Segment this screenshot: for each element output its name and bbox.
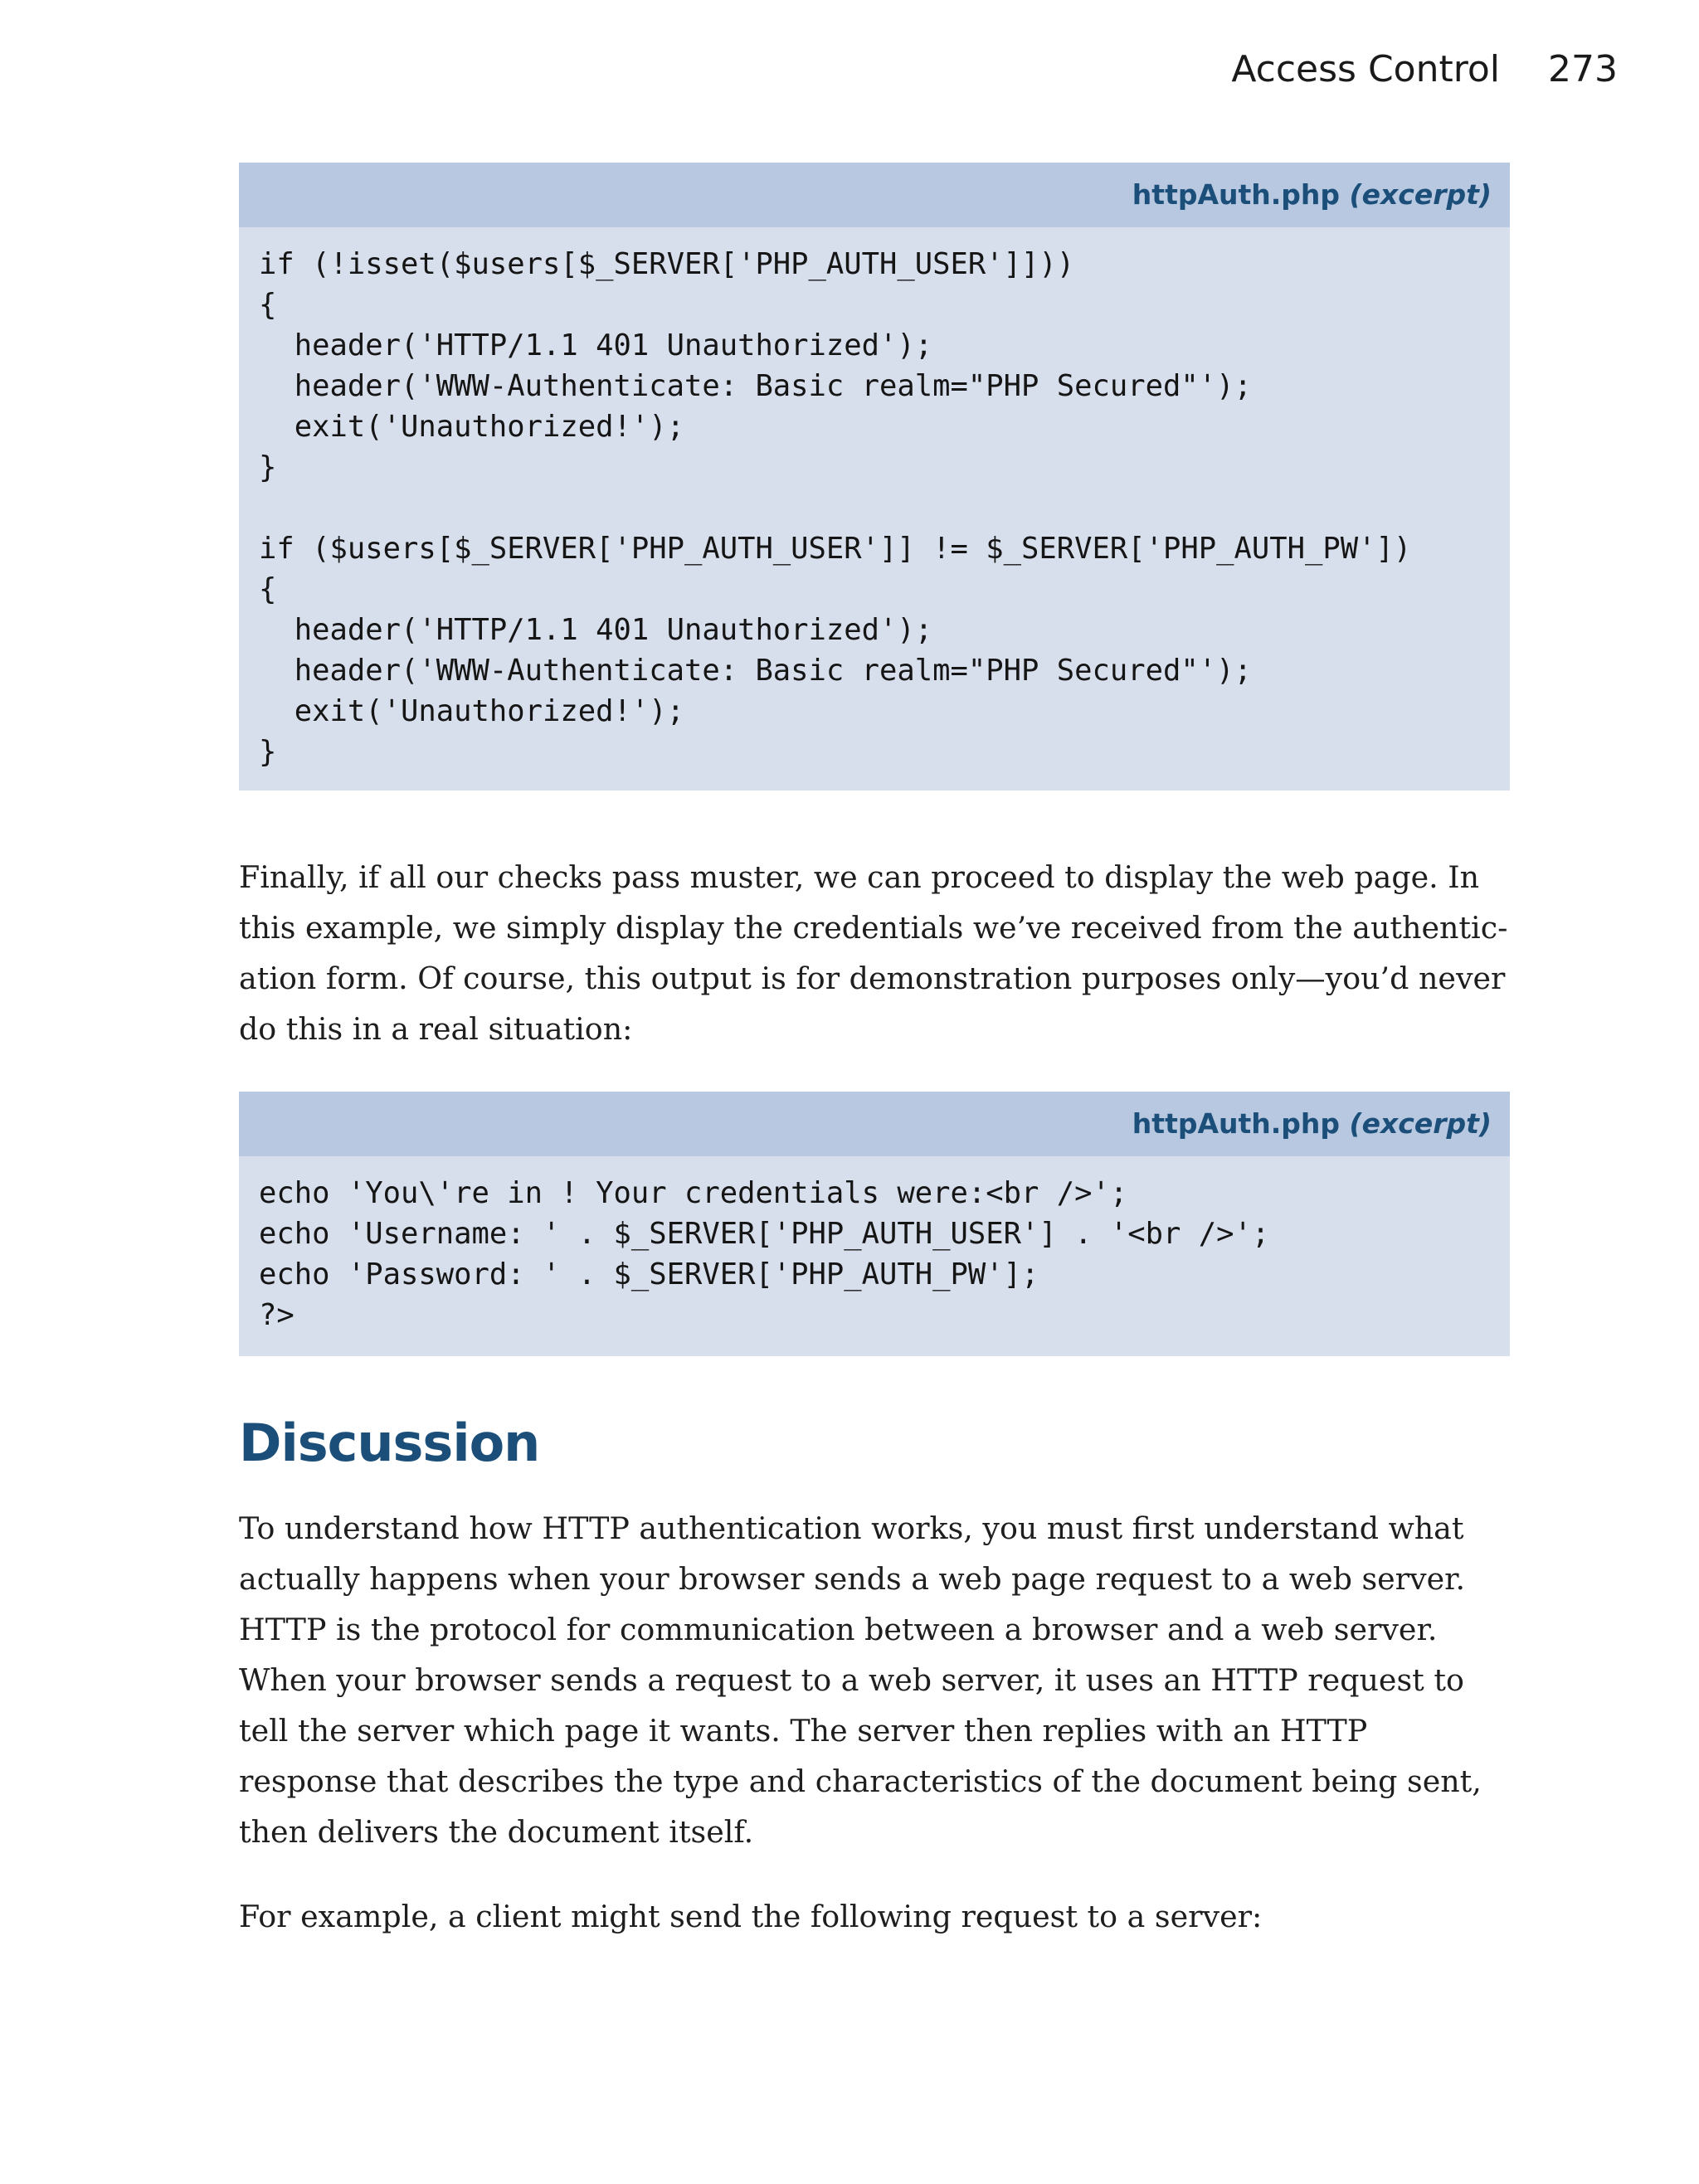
code-listing-2 [239, 1092, 1510, 1356]
code-body: echo 'You\'re in ! Your credentials were:<br />'; echo 'Username: ' . $_SERVER['PHP_AUTH_USER'] . '<br />'; echo 'Password: ' . $_SERVER['PHP_AUTH_PW']; ?> [259, 1176, 1270, 1332]
code-body: if (!isset($users[$_SERVER['PHP_AUTH_USER']])) { header('HTTP/1.1 401 Unauthorized'); header('WWW-Authenticate: Basic realm="PHP Secured"'); exit('Unauthorized!'); } if ($users[$_SERVER['PHP_AUTH_USER']] != $_SERVER['PHP_AUTH_PW']) { header('HTTP/1.1 401 Unauthorized'); header('WWW-Authenticate: Basic realm="PHP Secured"'); exit('Unauthorized!'); } [259, 247, 1412, 769]
code-excerpt-label: (excerpt) [1349, 178, 1492, 211]
code-listing-1 [239, 163, 1510, 790]
running-head [1231, 48, 1618, 90]
code-listing-header [239, 163, 1510, 227]
paragraph-finally: Finally, if all our checks pass muster, we can proceed to display the web page. In this example, we simply display the credentials we’ve received from the authentic-ation form. Of course, this output is for demonstration purposes only—you’d never do this in a real situation: [239, 859, 1508, 1047]
section-heading-discussion: Discussion [239, 1413, 540, 1473]
page-number: 273 [1548, 48, 1618, 90]
chapter-title: Access Control [1231, 48, 1501, 90]
paragraph-example: For example, a client might send the following request to a server: [239, 1899, 1263, 1934]
code-filename: httpAuth.php [1132, 178, 1341, 211]
code-listing-header [239, 1092, 1510, 1156]
code-filename: httpAuth.php [1132, 1107, 1341, 1140]
paragraph-understand: To understand how HTTP authentication works, you must first understand what actually happens when your browser sends a web page request to a web server. HTTP is the protocol for communication between a browser and a web server. When your browser sends a request to a web server, it uses an HTTP request to tell the server which page it wants. The server then replies with an HTTP response that describes the type and characteristics of the document being sent, then delivers the document itself. [239, 1510, 1482, 1850]
code-excerpt-label: (excerpt) [1349, 1107, 1492, 1140]
